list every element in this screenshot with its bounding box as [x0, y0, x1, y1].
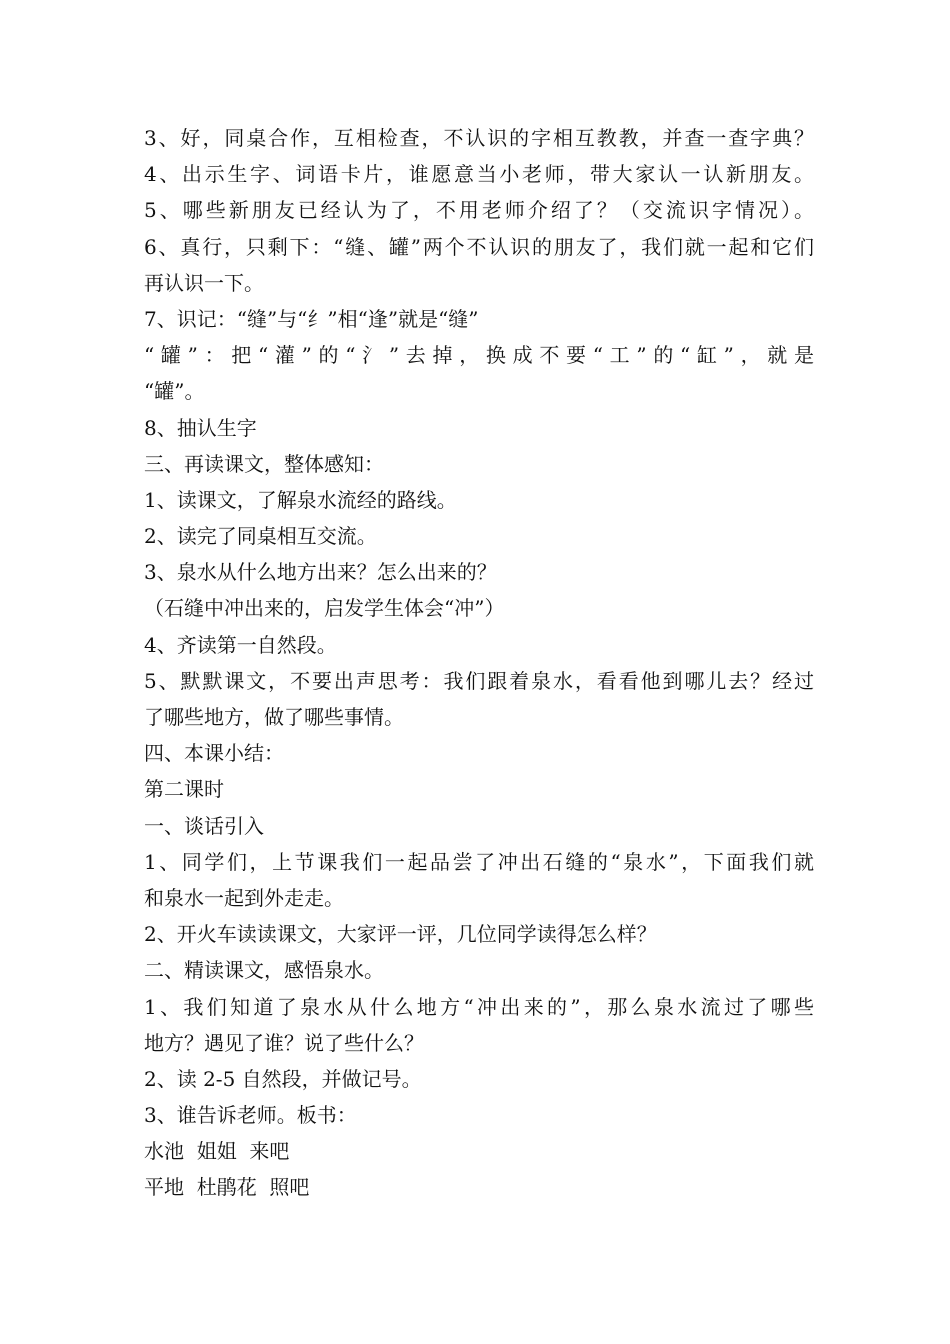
- text-line: 2、读完了同桌相互交流。: [144, 524, 377, 549]
- lesson-heading: 第二课时: [144, 777, 224, 802]
- section-heading: 三、再读课文，整体感知：: [144, 451, 384, 476]
- text-line: 1、同学们，上节课我们一起品尝了冲出石缝的“泉水”，下面我们就: [144, 849, 814, 874]
- text-line: 4、齐读第一自然段。: [144, 632, 337, 657]
- text-line: 3、泉水从什么地方出来？怎么出来的？: [144, 560, 497, 585]
- text-line: 5、默默课文，不要出声思考：我们跟着泉水，看看他到哪儿去？经过: [144, 668, 814, 693]
- text-line: 3、好，同桌合作，互相检查，不认识的字相互教教，并查一查字典？: [144, 126, 814, 150]
- text-line: 1、我们知道了泉水从什么地方“冲出来的”，那么泉水流过了哪些: [144, 994, 814, 1019]
- text-line: 了哪些地方，做了哪些事情。: [144, 705, 404, 729]
- text-line: 再认识一下。: [144, 270, 264, 295]
- document-body: [144, 120, 814, 1206]
- text-line: 1、读课文，了解泉水流经的路线。: [144, 487, 457, 512]
- text-line: 7、识记：“缝”与“纟”相“逢”就是“缝”: [144, 306, 479, 331]
- text-line: 地方？遇见了谁？说了些什么？: [144, 1030, 424, 1055]
- text-line: 6、真行，只剩下：“缝、罐”两个不认识的朋友了，我们就一起和它们: [144, 234, 814, 259]
- text-line: 8、抽认生字: [144, 415, 257, 440]
- section-heading: 一、谈话引入: [144, 813, 264, 838]
- text-line: “罐”：把“灌”的“氵”去掉，换成不要“工”的“缸”，就是: [144, 343, 814, 368]
- section-heading: 二、精读课文，感悟泉水。: [144, 958, 384, 983]
- blackboard-line: 水池 姐姐 来吧: [144, 1139, 290, 1164]
- text-line: （石缝中冲出来的，启发学生体会“冲”）: [144, 596, 505, 621]
- text-line: 和泉水一起到外走走。: [144, 885, 344, 910]
- blackboard-line: 平地 杜鹃花 照吧: [144, 1175, 310, 1200]
- text-line: 5、哪些新朋友已经认为了，不用老师介绍了？（交流识字情况）。: [144, 198, 814, 223]
- text-line: 3、谁告诉老师。板书：: [144, 1103, 357, 1128]
- text-line: 2、读 2-5 自然段，并做记号。: [144, 1066, 422, 1091]
- text-line: 2、开火车读读课文，大家评一评，几位同学读得怎么样？: [144, 922, 657, 947]
- text-line: 4、出示生字、词语卡片，谁愿意当小老师，带大家认一认新朋友。: [144, 162, 814, 187]
- text-line: “罐”。: [144, 379, 205, 404]
- section-heading: 四、本课小结：: [144, 741, 284, 766]
